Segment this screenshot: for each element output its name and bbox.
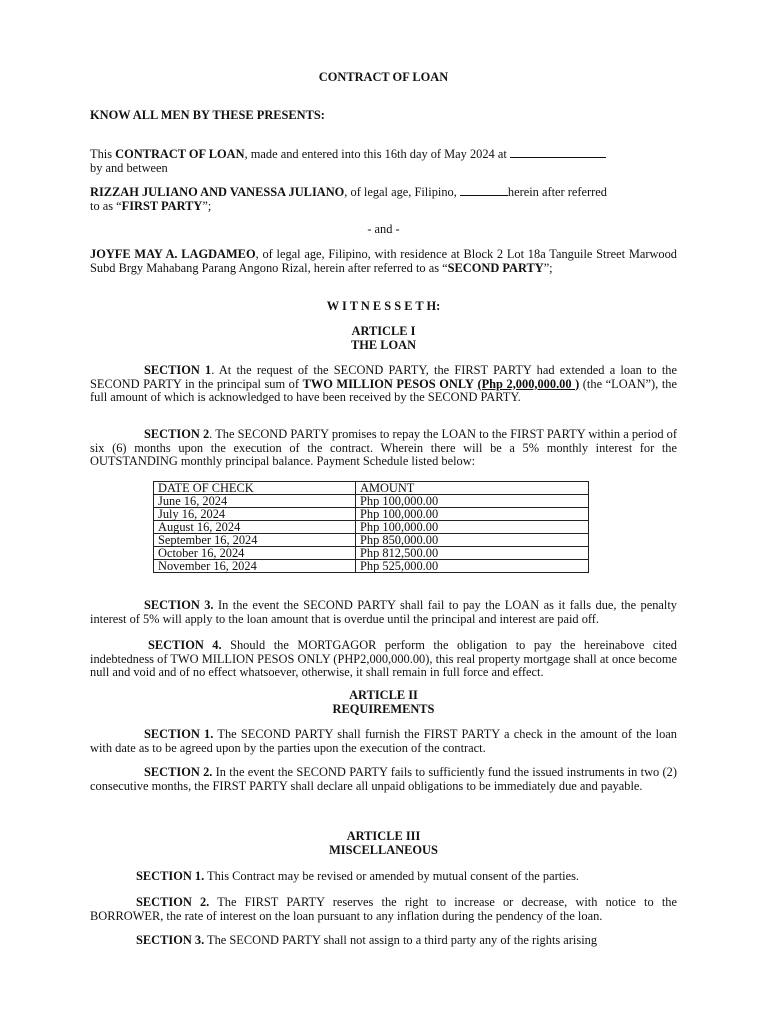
- article-1-heading: ARTICLE I THE LOAN: [350, 324, 417, 352]
- schedule-row: [154, 560, 589, 573]
- schedule-amount-cell: Php 100,000.00: [356, 495, 589, 508]
- schedule-amount-cell: Php 850,000.00: [356, 534, 589, 547]
- schedule-row: [154, 547, 589, 560]
- document-title: CONTRACT OF LOAN: [318, 70, 449, 84]
- schedule-date-cell: September 16, 2024: [154, 534, 356, 547]
- schedule-row: [154, 534, 589, 547]
- art1-section1: SECTION 1. At the request of the SECOND PARTY, the FIRST PARTY had extended a loan to the SECOND PARTY in the principal sum of TWO MILLION PESOS ONLY (Php 2,000,000.00 ) (the “LOAN”), the full amount of which is acknowledged to have been received by the SECOND PARTY.: [90, 363, 677, 405]
- art2-section2: SECTION 2. In the event the SECOND PARTY fails to sufficiently fund the issued instruments in two (2) consecutive months, the FIRST PARTY shall declare all unpaid obligations to be immediately due and payable.: [90, 765, 677, 793]
- first-party-paragraph: RIZZAH JULIANO AND VANESSA JULIANO, of legal age, Filipino, herein after referred to as “FIRST PARTY”;: [90, 185, 607, 213]
- art1-section4: SECTION 4. Should the MORTGAGOR perform the obligation to pay the hereinabove cited indebtedness of TWO MILLION PESOS ONLY (PHP2,000,000.00), this real property mortgage shall at once become null and void and of no effect whatsoever, otherwise, it shall remain in full force and effect.: [90, 638, 677, 680]
- schedule-header-row: [154, 482, 589, 495]
- schedule-row: [154, 521, 589, 534]
- schedule-amount-cell: Php 100,000.00: [356, 508, 589, 521]
- schedule-date-cell: June 16, 2024: [154, 495, 356, 508]
- schedule-date-cell: July 16, 2024: [154, 508, 356, 521]
- schedule-amount-cell: AMOUNT: [356, 482, 589, 495]
- place-blank: [510, 147, 606, 158]
- second-party-paragraph: JOYFE MAY A. LAGDAMEO, of legal age, Filipino, with residence at Block 2 Lot 18a Tanguile Street Marwood Subd Brgy Mahabang Parang Angono Rizal, herein after referred to as “SECOND PARTY”;: [90, 247, 678, 275]
- schedule-amount-cell: Php 812,500.00: [356, 547, 589, 560]
- article-2-heading: ARTICLE II REQUIREMENTS: [332, 688, 435, 716]
- preamble-heading: KNOW ALL MEN BY THESE PRESENTS:: [90, 108, 325, 122]
- payment-schedule-table: [153, 481, 589, 573]
- schedule-row: [154, 508, 589, 521]
- schedule-date-cell: November 16, 2024: [154, 560, 356, 573]
- schedule-amount-cell: Php 100,000.00: [356, 521, 589, 534]
- art3-section3: SECTION 3. The SECOND PARTY shall not assign to a third party any of the rights arising: [136, 933, 598, 947]
- schedule-date-cell: October 16, 2024: [154, 547, 356, 560]
- art1-section2: SECTION 2. The SECOND PARTY promises to repay the LOAN to the FIRST PARTY within a period of six (6) months upon the execution of the contract. Wherein there will be a 5% monthly interest for the OUTSTANDING monthly principal balance. Payment Schedule listed below:: [90, 427, 678, 469]
- schedule-row: [154, 495, 589, 508]
- art2-section1: SECTION 1. The SECOND PARTY shall furnish the FIRST PARTY a check in the amount of the loan with date as to be agreed upon by the parties upon the execution of the contract.: [90, 727, 677, 755]
- schedule-date-cell: August 16, 2024: [154, 521, 356, 534]
- opening-paragraph: This CONTRACT OF LOAN, made and entered into this 16th day of May 2024 at by and between: [90, 147, 677, 175]
- art3-section2: SECTION 2. The FIRST PARTY reserves the right to increase or decrease, with notice to the BORROWER, the rate of interest on the loan pursuant to any inflation during the pendency of the loan.: [90, 895, 677, 923]
- residence-blank: [460, 185, 508, 196]
- article-3-heading: ARTICLE III MISCELLANEOUS: [329, 829, 438, 857]
- art3-section1: SECTION 1. This Contract may be revised or amended by mutual consent of the parties.: [136, 869, 580, 883]
- and-separator: - and -: [367, 222, 400, 236]
- witnesseth-heading: W I T N E S S E T H:: [326, 299, 441, 313]
- schedule-amount-cell: Php 525,000.00: [356, 560, 589, 573]
- art1-section3: SECTION 3. In the event the SECOND PARTY shall fail to pay the LOAN as it falls due, the penalty interest of 5% will apply to the loan amount that is overdue until the principal and interest are paid off.: [90, 598, 677, 626]
- schedule-date-cell: DATE OF CHECK: [154, 482, 356, 495]
